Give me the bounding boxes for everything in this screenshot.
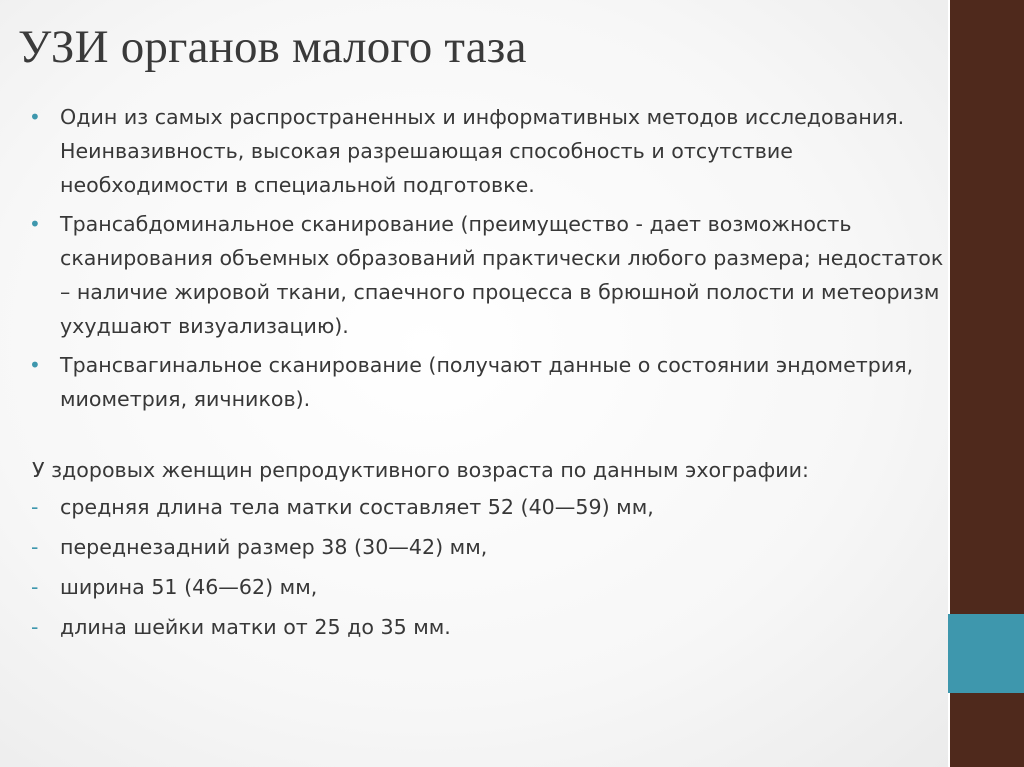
slide-title: УЗИ органов малого таза bbox=[18, 21, 527, 73]
bullet-text: Трансвагинальное сканирование (получают данные о состоянии эндометрия, миометрия, яичников). bbox=[60, 353, 914, 411]
norm-text: ширина 51 (46—62) мм, bbox=[60, 575, 318, 599]
bullet-item bbox=[26, 348, 944, 416]
bullet-list bbox=[26, 100, 944, 416]
norms-list bbox=[26, 490, 944, 644]
bullet-dot-icon: • bbox=[29, 105, 41, 129]
norms-intro: У здоровых женщин репродуктивного возраста по данным эхографии: bbox=[32, 458, 809, 482]
dash-icon: - bbox=[31, 495, 39, 519]
bullet-item bbox=[26, 100, 944, 202]
bullet-dot-icon: • bbox=[29, 353, 41, 377]
norm-item bbox=[26, 610, 944, 644]
bullet-dot-icon: • bbox=[29, 212, 41, 236]
norm-text: длина шейки матки от 25 до 35 мм. bbox=[60, 615, 451, 639]
dash-icon: - bbox=[31, 615, 39, 639]
bullet-item bbox=[26, 207, 944, 343]
norm-item bbox=[26, 530, 944, 564]
norm-text: переднезадний размер 38 (30—42) мм, bbox=[60, 535, 488, 559]
norm-item bbox=[26, 570, 944, 604]
decorative-side-bar bbox=[948, 0, 1024, 767]
dash-icon: - bbox=[31, 575, 39, 599]
accent-block bbox=[948, 614, 1024, 693]
norm-text: средняя длина тела матки составляет 52 (40—59) мм, bbox=[60, 495, 654, 519]
bullet-text: Трансабдоминальное сканирование (преимущество - дает возможность сканирования объемных образований практически любого размера; недостаток – наличие жировой ткани, спаечного процесса в брюшной полости и метеоризм ухудшают визуализацию). bbox=[60, 212, 944, 338]
dash-icon: - bbox=[31, 535, 39, 559]
slide-content bbox=[26, 100, 944, 650]
norm-item bbox=[26, 490, 944, 524]
bullet-text: Один из самых распространенных и информативных методов исследования. Неинвазивность, высокая разрешающая способность и отсутствие необходимости в специальной подготовке. bbox=[60, 105, 905, 197]
